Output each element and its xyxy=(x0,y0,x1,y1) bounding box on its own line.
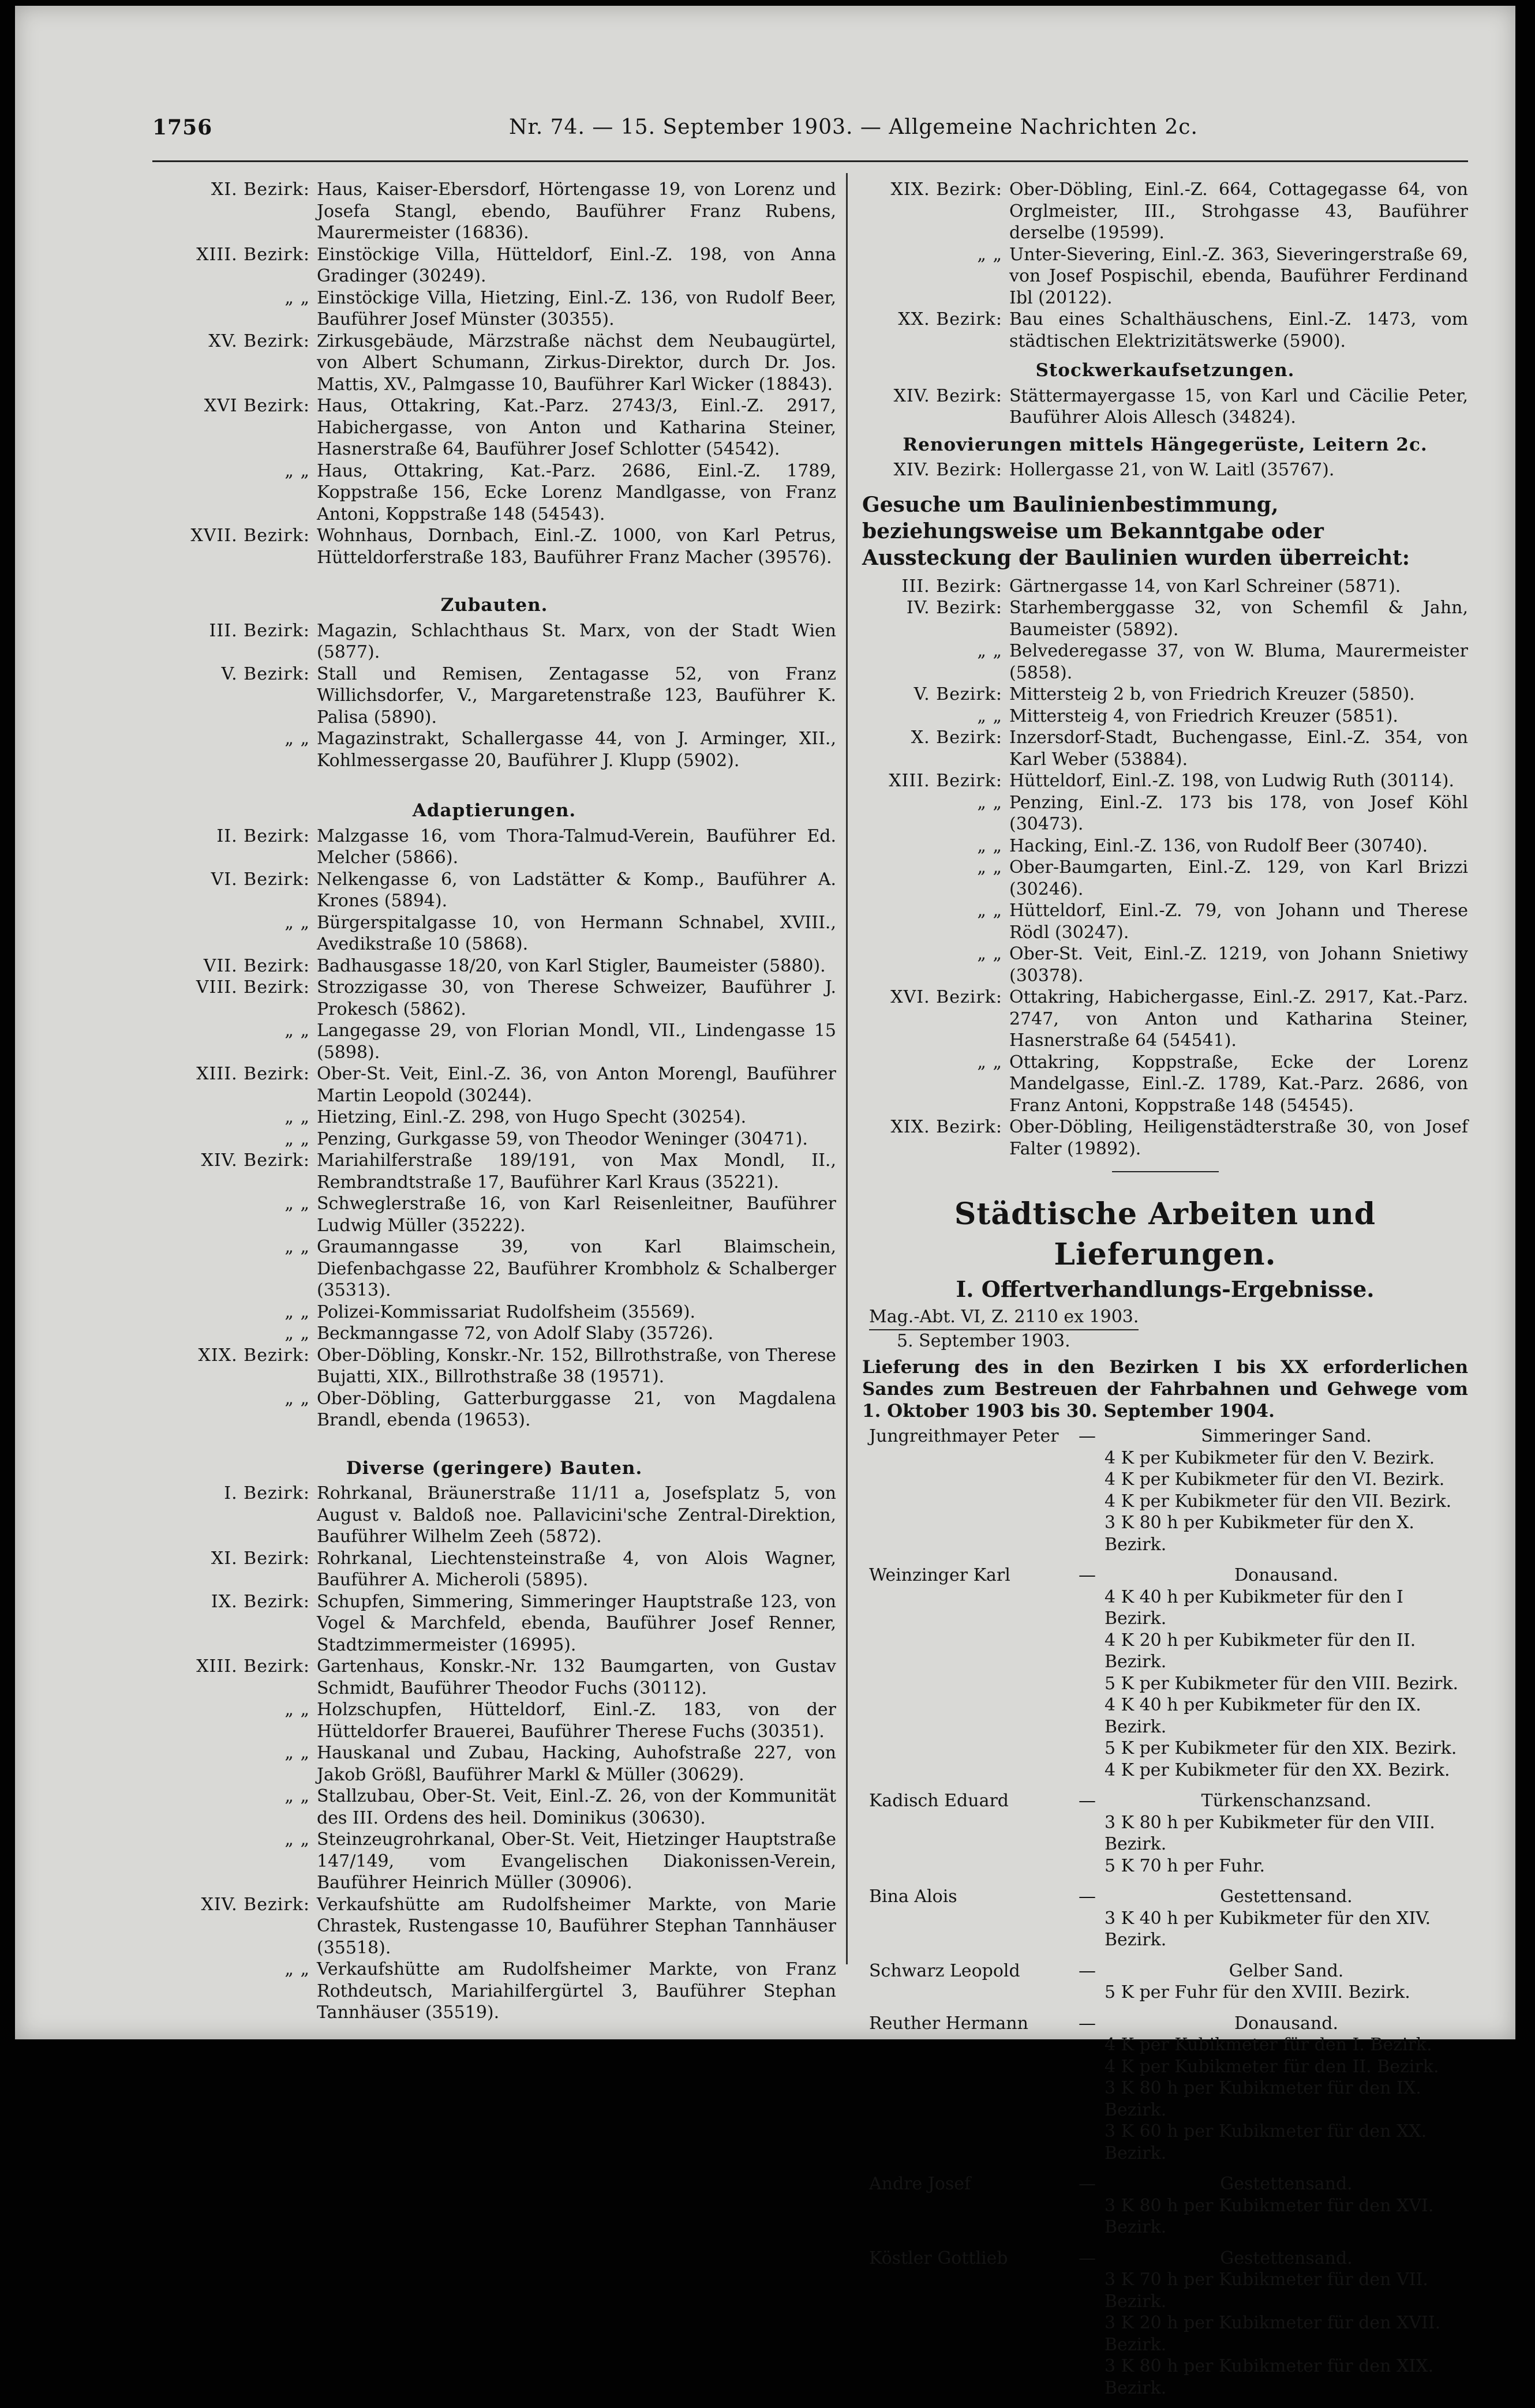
district-label: XIX. Bezirk: xyxy=(890,1117,1002,1137)
newspaper-page xyxy=(15,6,1515,2398)
page-number: 1756 xyxy=(152,115,213,140)
sand-type: Gestettensand. xyxy=(1220,2174,1353,2194)
entry-text: Bau eines Schalthäuschens, Einl.-Z. 1473, vom städtischen Elektrizitätswerke (5900). xyxy=(1009,309,1468,351)
district-label: XI. Bezirk: xyxy=(211,1548,310,1569)
entry-text: Ober-Baumgarten, Einl.-Z. 129, von Karl Brizzi (30246). xyxy=(1009,857,1468,899)
entry-text: Hacking, Einl.-Z. 136, von Rudolf Beer (30740). xyxy=(1009,835,1428,856)
district-label: VI. Bezirk: xyxy=(211,869,310,890)
list-item xyxy=(152,1483,836,1548)
list-item xyxy=(862,706,1468,727)
district-label: XVII. Bezirk: xyxy=(190,526,310,546)
entry-text: Magazinstrakt, Schallergasse 44, von J. Arminger, XII., Kohlmessergasse 20, Bauführer J. Klupp (5902). xyxy=(317,729,836,771)
supplier-dash: — xyxy=(1079,1791,1096,1811)
district-label: „ „ xyxy=(977,792,1002,813)
entry-text: Gärtnergasse 14, von Karl Schreiner (5871). xyxy=(1009,576,1401,597)
entry-text: Polizei-Kommissariat Rudolfsheim (35569). xyxy=(317,1301,696,1322)
supplier-name: Jungreithmayer Peter xyxy=(869,1426,1059,1446)
district-label: „ „ xyxy=(284,287,310,308)
heading-renovierungen: Renovierungen mittels Hängegerüste, Leitern 2c. xyxy=(903,434,1428,455)
supplier-dash: — xyxy=(1079,2013,1096,2034)
supplier-dash: — xyxy=(1079,1886,1096,1907)
list-item xyxy=(152,912,836,955)
sand-type: Gestettensand. xyxy=(1220,2248,1353,2268)
district-label: „ „ xyxy=(284,1237,310,1257)
left-entries-top xyxy=(152,179,836,568)
left-column xyxy=(152,179,836,2024)
sand-type: Donausand. xyxy=(1234,2013,1338,2034)
list-item xyxy=(862,1116,1468,1160)
entry-text: Einstöckige Villa, Hietzing, Einl.-Z. 136, von Rudolf Beer, Bauführer Josef Münster (30355). xyxy=(317,287,836,329)
sand-type: Gelber Sand. xyxy=(1229,1960,1344,1981)
price-line: 4 K per Kubikmeter für den VII. Bezirk. xyxy=(1105,1491,1452,1511)
price-line: 5 K per Kubikmeter für den XIX. Bezirk. xyxy=(1105,1738,1457,1758)
supplier-dash: — xyxy=(1079,1960,1096,1981)
supplier-row xyxy=(862,2248,1468,2399)
supplier-dash: — xyxy=(1079,2174,1096,2194)
list-item xyxy=(862,244,1468,309)
supplier-name: Kadisch Eduard xyxy=(869,1791,1009,1811)
price-line: 3 K 60 h per Kubikmeter für den XX. Bezirk. xyxy=(1105,2121,1427,2163)
list-item xyxy=(152,1150,836,1193)
entry-text: Haus, Ottakring, Kat.-Parz. 2743/3, Einl.-Z. 2917, Habichergasse, von Anton und Katharina Steiner, Hasnerstraße 64, Bauführer Josef Schlotter (54542). xyxy=(317,396,836,459)
list-item xyxy=(152,1829,836,1894)
entry-text: Penzing, Einl.-Z. 173 bis 178, von Josef Köhl (30473). xyxy=(1009,792,1468,834)
section-title-lieferungen: Städtische Arbeiten und Lieferungen. xyxy=(954,1197,1376,1272)
entry-text: Ober-St. Veit, Einl.-Z. 36, von Anton Morengl, Bauführer Martin Leopold (30244). xyxy=(317,1064,836,1106)
heading-gesuche: Gesuche um Baulinienbestimmung, beziehungsweise um Bekanntgabe oder Aussteckung der Baulinien wurden überreicht: xyxy=(862,492,1410,570)
entry-text: Zirkusgebäude, Märzstraße nächst dem Neubaugürtel, von Albert Schumann, Zirkus-Direktor, durch Dr. Jos. Mattis, XV., Palmgasse 10, Bauführer Karl Wicker (18843). xyxy=(317,331,836,395)
list-item xyxy=(862,684,1468,706)
district-label: „ „ xyxy=(284,1021,310,1041)
district-label: „ „ xyxy=(977,244,1002,265)
list-item xyxy=(862,987,1468,1052)
entry-text: Stallzubau, Ober-St. Veit, Einl.-Z. 26, von der Kommunität des III. Ordens des heil. Dominikus (30630). xyxy=(317,1786,836,1828)
list-item xyxy=(152,663,836,729)
list-item xyxy=(152,1193,836,1236)
price-line: 3 K 70 h per Kubikmeter für den VII. Bezirk. xyxy=(1105,2270,1428,2312)
list-item xyxy=(862,792,1468,835)
district-label: XI. Bezirk: xyxy=(211,179,310,200)
entry-text: Ober-Döbling, Konskr.-Nr. 152, Billrothstraße, von Therese Bujatti, XIX., Billrothstraße 38 (19571). xyxy=(317,1345,836,1387)
entry-text: Hauskanal und Zubau, Hacking, Auhofstraße 227, von Jakob Größl, Bauführer Markl & Müller (30629). xyxy=(317,1743,836,1785)
list-item xyxy=(862,459,1468,481)
price-line: 4 K per Kubikmeter für den II. Bezirk. xyxy=(1105,2056,1439,2077)
list-item xyxy=(152,955,836,977)
district-label: „ „ xyxy=(977,641,1002,661)
list-item xyxy=(862,943,1468,987)
district-label: „ „ xyxy=(977,1052,1002,1072)
entry-text: Ober-Döbling, Einl.-Z. 664, Cottagegasse 64, von Orglmeister, III., Strohgasse 43, Bauführer derselbe (19599). xyxy=(1009,179,1468,243)
heading-zubauten: Zubauten. xyxy=(440,595,548,616)
zubauten-list xyxy=(152,620,836,772)
district-label: I. Bezirk: xyxy=(224,1483,310,1503)
district-label: XIV. Bezirk: xyxy=(201,1150,310,1171)
price-line: 3 K 80 h per Kubikmeter für den X. Bezirk. xyxy=(1105,1513,1414,1555)
district-label: XX. Bezirk: xyxy=(898,309,1002,329)
price-line: 4 K per Kubikmeter für den I. Bezirk. xyxy=(1105,2035,1432,2055)
supplier-prices xyxy=(1105,2173,1468,2238)
entry-text: Rohrkanal, Liechtensteinstraße 4, von Alois Wagner, Bauführer A. Micheroli (5895). xyxy=(317,1548,836,1590)
district-label: „ „ xyxy=(284,1959,310,1979)
list-item xyxy=(152,1959,836,2024)
entry-text: Steinzeugrohrkanal, Ober-St. Veit, Hietzinger Hauptstraße 147/149, vom Evangelischen Diakonissen-Verein, Bauführer Heinrich Müller (30906). xyxy=(317,1829,836,1893)
entry-text: Malzgasse 16, vom Thora-Talmud-Verein, Bauführer Ed. Melcher (5866). xyxy=(317,826,836,868)
district-label: IV. Bezirk: xyxy=(906,598,1002,618)
list-item xyxy=(152,1894,836,1959)
supplier-prices xyxy=(1105,2248,1468,2399)
district-label: „ „ xyxy=(284,729,310,749)
entry-text: Unter-Sievering, Einl.-Z. 363, Sieveringerstraße 69, von Josef Pospischil, ebenda, Bauführer Ferdinand Ibl (20122). xyxy=(1009,244,1468,308)
district-label: XIX. Bezirk: xyxy=(890,179,1002,200)
header-rule xyxy=(152,160,1468,162)
district-label: „ „ xyxy=(284,1700,310,1720)
supplier-row xyxy=(862,1886,1468,1951)
entry-text: Langegasse 29, von Florian Mondl, VII., Lindengasse 15 (5898). xyxy=(317,1021,836,1063)
issue-title: Nr. 74. — 15. September 1903. — Allgemeine Nachrichten 2c. xyxy=(509,115,1198,139)
list-item xyxy=(152,395,836,460)
supplier-prices xyxy=(1105,2013,1468,2165)
entry-text: Belvederegasse 37, von W. Bluma, Maurermeister (5858). xyxy=(1009,641,1468,683)
list-item xyxy=(152,244,836,287)
entry-text: Nelkengasse 6, von Ladstätter & Komp., Bauführer A. Krones (5894). xyxy=(317,869,836,911)
list-item xyxy=(152,1345,836,1388)
list-item xyxy=(152,826,836,869)
entry-text: Rohrkanal, Bräunerstraße 11/11 a, Josefsplatz 5, von August v. Baldoß noe. Pallavicini'sche Zentral-Direktion, Bauführer Wilhelm Zeeh (5872). xyxy=(317,1483,836,1547)
price-line: 4 K 40 h per Kubikmeter für den I Bezirk. xyxy=(1105,1586,1403,1629)
heading-diverse: Diverse (geringere) Bauten. xyxy=(346,1457,643,1479)
district-label: „ „ xyxy=(977,706,1002,726)
diverse-list xyxy=(152,1483,836,2024)
entry-text: Hietzing, Einl.-Z. 298, von Hugo Specht (30254). xyxy=(317,1107,747,1127)
entry-text: Schupfen, Simmering, Simmeringer Hauptstraße 123, von Vogel & Marchfeld, ebenda, Bauführer Josef Renner, Stadtzimmermeister (16995). xyxy=(317,1591,836,1655)
supplier-row xyxy=(862,1960,1468,2004)
list-item xyxy=(152,620,836,663)
price-line: 4 K per Kubikmeter für den VI. Bezirk. xyxy=(1105,1469,1445,1490)
entry-text: Beckmanngasse 72, von Adolf Slaby (35726). xyxy=(317,1323,714,1344)
entry-text: Graumanngasse 39, von Karl Blaimschein, Diefenbachgasse 22, Bauführer Krombholz & Schalberger (35313). xyxy=(317,1237,836,1300)
list-item xyxy=(152,728,836,771)
entry-text: Penzing, Gurkgasse 59, von Theodor Weninger (30471). xyxy=(317,1128,808,1149)
list-item xyxy=(152,1786,836,1829)
price-line: 4 K 20 h per Kubikmeter für den II. Bezirk. xyxy=(1105,1630,1416,1672)
supplier-name: Schwarz Leopold xyxy=(869,1960,1020,1981)
supplier-row xyxy=(862,1790,1468,1877)
list-item xyxy=(152,1301,836,1323)
supplier-name: Andre Josef xyxy=(869,2174,971,2194)
entry-text: Ottakring, Koppstraße, Ecke der Lorenz Mandelgasse, Einl.-Z. 1789, Kat.-Parz. 2686, von Franz Antoni, Koppstraße 148 (54545). xyxy=(1009,1052,1468,1116)
list-item xyxy=(152,1656,836,1699)
district-label: V. Bezirk: xyxy=(913,684,1002,704)
list-item xyxy=(152,1063,836,1107)
entry-text: Bürgerspitalgasse 10, von Hermann Schnabel, XVIII., Avedikstraße 10 (5868). xyxy=(317,912,836,954)
district-label: „ „ xyxy=(284,1194,310,1214)
list-item xyxy=(862,597,1468,640)
entry-text: Haus, Kaiser-Ebersdorf, Hörtengasse 19, von Lorenz und Josefa Stangl, ebendo, Bauführer Franz Rubens, Maurermeister (16836). xyxy=(317,179,836,243)
entry-text: Wohnhaus, Dornbach, Einl.-Z. 1000, von Karl Petrus, Hütteldorferstraße 183, Bauführer Franz Macher (39576). xyxy=(317,526,836,568)
supplier-dash: — xyxy=(1079,1565,1096,1585)
list-item xyxy=(152,287,836,331)
district-label: XIV. Bezirk: xyxy=(201,1894,310,1915)
district-label: „ „ xyxy=(977,944,1002,964)
supplier-name: Weinzinger Karl xyxy=(869,1565,1010,1585)
district-label: XVI Bezirk: xyxy=(204,396,310,416)
district-label: „ „ xyxy=(284,1323,310,1344)
district-label: XIV. Bezirk: xyxy=(893,385,1002,406)
district-label: „ „ xyxy=(284,1829,310,1850)
list-item xyxy=(862,576,1468,598)
supplier-prices xyxy=(1105,1960,1468,2004)
district-label: III. Bezirk: xyxy=(901,576,1002,597)
district-label: „ „ xyxy=(284,1301,310,1322)
district-label: „ „ xyxy=(284,1743,310,1763)
price-line: 3 K 80 h per Kubikmeter für den XIX. Bezirk. xyxy=(1105,2356,1434,2398)
district-label: IX. Bezirk: xyxy=(211,1591,310,1612)
adaptierungen-list xyxy=(152,826,836,1431)
entry-text: Strozzigasse 30, von Therese Schweizer, Bauführer J. Prokesch (5862). xyxy=(317,977,836,1019)
right-entries-top xyxy=(862,179,1468,352)
sand-type: Türkenschanzsand. xyxy=(1201,1791,1372,1811)
price-line: 3 K 80 h per Kubikmeter für den XVI. Bezirk. xyxy=(1105,2195,1434,2237)
district-label: II. Bezirk: xyxy=(216,826,310,846)
list-item xyxy=(152,1742,836,1786)
gesuche-list xyxy=(862,576,1468,1160)
district-label: „ „ xyxy=(284,1786,310,1806)
list-item xyxy=(862,309,1468,352)
district-label: „ „ xyxy=(284,1388,310,1409)
district-label: „ „ xyxy=(284,460,310,481)
district-label: XIII. Bezirk: xyxy=(196,244,310,265)
list-item xyxy=(862,857,1468,900)
supplier-row xyxy=(862,1426,1468,1555)
supplier-prices xyxy=(1105,1565,1468,1781)
list-item xyxy=(152,525,836,568)
entry-text: Mittersteig 4, von Friedrich Kreuzer (5851). xyxy=(1009,706,1398,726)
list-item xyxy=(152,869,836,912)
supplier-prices xyxy=(1105,1426,1468,1555)
district-label: „ „ xyxy=(977,835,1002,856)
price-line: 3 K 80 h per Kubikmeter für den IX. Bezirk. xyxy=(1105,2078,1421,2120)
district-label: XIII. Bezirk: xyxy=(889,771,1002,791)
list-item xyxy=(152,1020,836,1063)
list-item xyxy=(862,179,1468,244)
sand-type: Gestettensand. xyxy=(1220,1886,1353,1907)
list-item xyxy=(862,835,1468,857)
district-label: VIII. Bezirk: xyxy=(196,977,310,997)
district-label: XVI. Bezirk: xyxy=(890,987,1002,1007)
list-item xyxy=(152,1107,836,1128)
entry-text: Mariahilferstraße 189/191, von Max Mondl, II., Rembrandtstraße 17, Bauführer Karl Kraus (35221). xyxy=(317,1150,836,1192)
lieferung-heading: Lieferung des in den Bezirken I bis XX erforderlichen Sandes zum Bestreuen der Fahrbahnen und Gehwege vom 1. Oktober 1903 bis 30. September 1904. xyxy=(862,1357,1468,1421)
entry-text: Ottakring, Habichergasse, Einl.-Z. 2917, Kat.-Parz. 2747, von Anton und Katharina Steiner, Hasnerstraße 64 (54541). xyxy=(1009,987,1468,1051)
entry-text: Mittersteig 2 b, von Friedrich Kreuzer (5850). xyxy=(1009,684,1415,704)
section-subtitle: I. Offertverhandlungs-Ergebnisse. xyxy=(956,1276,1375,1302)
supplier-name: Köstler Gottlieb xyxy=(869,2248,1008,2268)
district-label: XIX. Bezirk: xyxy=(198,1345,310,1366)
district-label: XIV. Bezirk: xyxy=(893,460,1002,480)
district-label: „ „ xyxy=(977,901,1002,921)
supplier-prices xyxy=(1105,1886,1468,1951)
list-item xyxy=(152,1699,836,1742)
entry-text: Verkaufshütte am Rudolfsheimer Markte, von Franz Rothdeutsch, Mariahilfergürtel 3, Bauführer Stephan Tannhäuser (35519). xyxy=(317,1959,836,2023)
district-label: X. Bezirk: xyxy=(911,727,1002,748)
entry-text: Schweglerstraße 16, von Karl Reisenleitner, Bauführer Ludwig Müller (35222). xyxy=(317,1194,836,1236)
list-item xyxy=(152,460,836,526)
list-item xyxy=(152,1128,836,1150)
supplier-prices xyxy=(1105,1790,1468,1877)
renovierungen-list xyxy=(862,459,1468,481)
entry-text: Badhausgasse 18/20, von Karl Stigler, Baumeister (5880). xyxy=(317,955,826,976)
district-label: „ „ xyxy=(284,912,310,933)
district-label: XV. Bezirk: xyxy=(208,331,310,351)
district-label: XIII. Bezirk: xyxy=(196,1656,310,1676)
price-line: 5 K per Fuhr für den XVIII. Bezirk. xyxy=(1105,1982,1410,2002)
entry-text: Ober-St. Veit, Einl.-Z. 1219, von Johann Snietiwy (30378). xyxy=(1009,944,1468,986)
supplier-dash: — xyxy=(1079,2248,1096,2268)
entry-text: Hollergasse 21, von W. Laitl (35767). xyxy=(1009,460,1335,480)
supplier-row xyxy=(862,2173,1468,2238)
list-item xyxy=(862,770,1468,792)
sand-type: Donausand. xyxy=(1234,1565,1338,1585)
price-line: 3 K 80 h per Kubikmeter für den VIII. Bezirk. xyxy=(1105,1812,1435,1854)
list-item xyxy=(152,331,836,396)
entry-text: Hütteldorf, Einl.-Z. 79, von Johann und Therese Rödl (30247). xyxy=(1009,901,1468,943)
mag-reference: Mag.-Abt. VI, Z. 2110 ex 1903. xyxy=(869,1306,1139,1330)
entry-text: Ober-Döbling, Gatterburggasse 21, von Magdalena Brandl, ebenda (19653). xyxy=(317,1388,836,1430)
list-item xyxy=(152,1548,836,1591)
list-item xyxy=(862,1052,1468,1117)
price-line: 5 K 70 h per Fuhr. xyxy=(1105,1855,1266,1876)
price-line: 5 K per Kubikmeter für den VIII. Bezirk. xyxy=(1105,1673,1459,1694)
heading-adaptierungen: Adaptierungen. xyxy=(412,800,576,821)
entry-text: Gartenhaus, Konskr.-Nr. 132 Baumgarten, von Gustav Schmidt, Bauführer Theodor Fuchs (30112). xyxy=(317,1656,836,1698)
entry-text: Einstöckige Villa, Hütteldorf, Einl.-Z. 198, von Anna Gradinger (30249). xyxy=(317,244,836,286)
list-item xyxy=(862,900,1468,943)
suppliers-list xyxy=(862,1426,1468,2399)
district-label: XIII. Bezirk: xyxy=(196,1064,310,1084)
price-line: 4 K per Kubikmeter für den XX. Bezirk. xyxy=(1105,1760,1450,1780)
entry-text: Haus, Ottakring, Kat.-Parz. 2686, Einl.-Z. 1789, Koppstraße 156, Ecke Lorenz Mandlgasse, von Franz Antoni, Koppstraße 148 (54543). xyxy=(317,460,836,524)
district-label: V. Bezirk: xyxy=(221,663,310,684)
entry-text: Stättermayergasse 15, von Karl und Cäcilie Peter, Bauführer Alois Allesch (34824). xyxy=(1009,385,1468,427)
district-label: „ „ xyxy=(977,857,1002,877)
district-label: „ „ xyxy=(284,1107,310,1127)
spacer xyxy=(152,568,836,595)
list-item xyxy=(862,727,1468,770)
supplier-name: Reuther Hermann xyxy=(869,2013,1028,2034)
list-item xyxy=(152,179,836,244)
list-item xyxy=(152,1236,836,1301)
supplier-dash: — xyxy=(1079,1426,1096,1446)
district-label: VII. Bezirk: xyxy=(203,955,310,976)
price-line: 3 K 40 h per Kubikmeter für den XIV. Bezirk. xyxy=(1105,1908,1431,1950)
date-line: 5. September 1903. xyxy=(897,1330,1070,1351)
district-label: III. Bezirk: xyxy=(209,620,310,641)
entry-text: Stall und Remisen, Zentagasse 52, von Franz Willichsdorfer, V., Margaretenstraße 123, Bauführer K. Palisa (5890). xyxy=(317,663,836,727)
sand-type: Simmeringer Sand. xyxy=(1201,1426,1372,1446)
list-item xyxy=(862,385,1468,429)
entry-text: Verkaufshütte am Rudolfsheimer Markte, von Marie Chrastek, Rustengasse 10, Bauführer Stephan Tannhäuser (35518). xyxy=(317,1894,836,1958)
entry-text: Starhemberggasse 32, von Schemfil & Jahn, Baumeister (5892). xyxy=(1009,598,1468,640)
stockwerk-list xyxy=(862,385,1468,429)
entry-text: Inzersdorf-Stadt, Buchengasse, Einl.-Z. 354, von Karl Weber (53884). xyxy=(1009,727,1468,770)
entry-text: Ober-Döbling, Heiligenstädterstraße 30, von Josef Falter (19892). xyxy=(1009,1117,1468,1159)
heading-stockwerk: Stockwerkaufsetzungen. xyxy=(1035,360,1295,381)
right-column xyxy=(862,179,1468,2408)
entry-text: Holzschupfen, Hütteldorf, Einl.-Z. 183, von der Hütteldorfer Brauerei, Bauführer Therese Fuchs (30351). xyxy=(317,1700,836,1742)
supplier-row xyxy=(862,1565,1468,1781)
entry-text: Magazin, Schlachthaus St. Marx, von der Stadt Wien (5877). xyxy=(317,620,836,662)
column-divider xyxy=(846,173,848,1964)
price-line: 3 K 20 h per Kubikmeter für den XVII. Bezirk. xyxy=(1105,2313,1441,2355)
list-item xyxy=(862,640,1468,684)
supplier-row xyxy=(862,2013,1468,2165)
supplier-name: Bina Alois xyxy=(869,1886,957,1907)
list-item xyxy=(152,1323,836,1345)
list-item xyxy=(152,977,836,1020)
district-label: „ „ xyxy=(284,1128,310,1149)
price-line: 4 K per Kubikmeter für den V. Bezirk. xyxy=(1105,1447,1435,1468)
list-item xyxy=(152,1388,836,1431)
entry-text: Hütteldorf, Einl.-Z. 198, von Ludwig Ruth (30114). xyxy=(1009,771,1454,791)
price-line: 4 K 40 h per Kubikmeter für den IX. Bezirk. xyxy=(1105,1695,1421,1737)
list-item xyxy=(152,1591,836,1656)
